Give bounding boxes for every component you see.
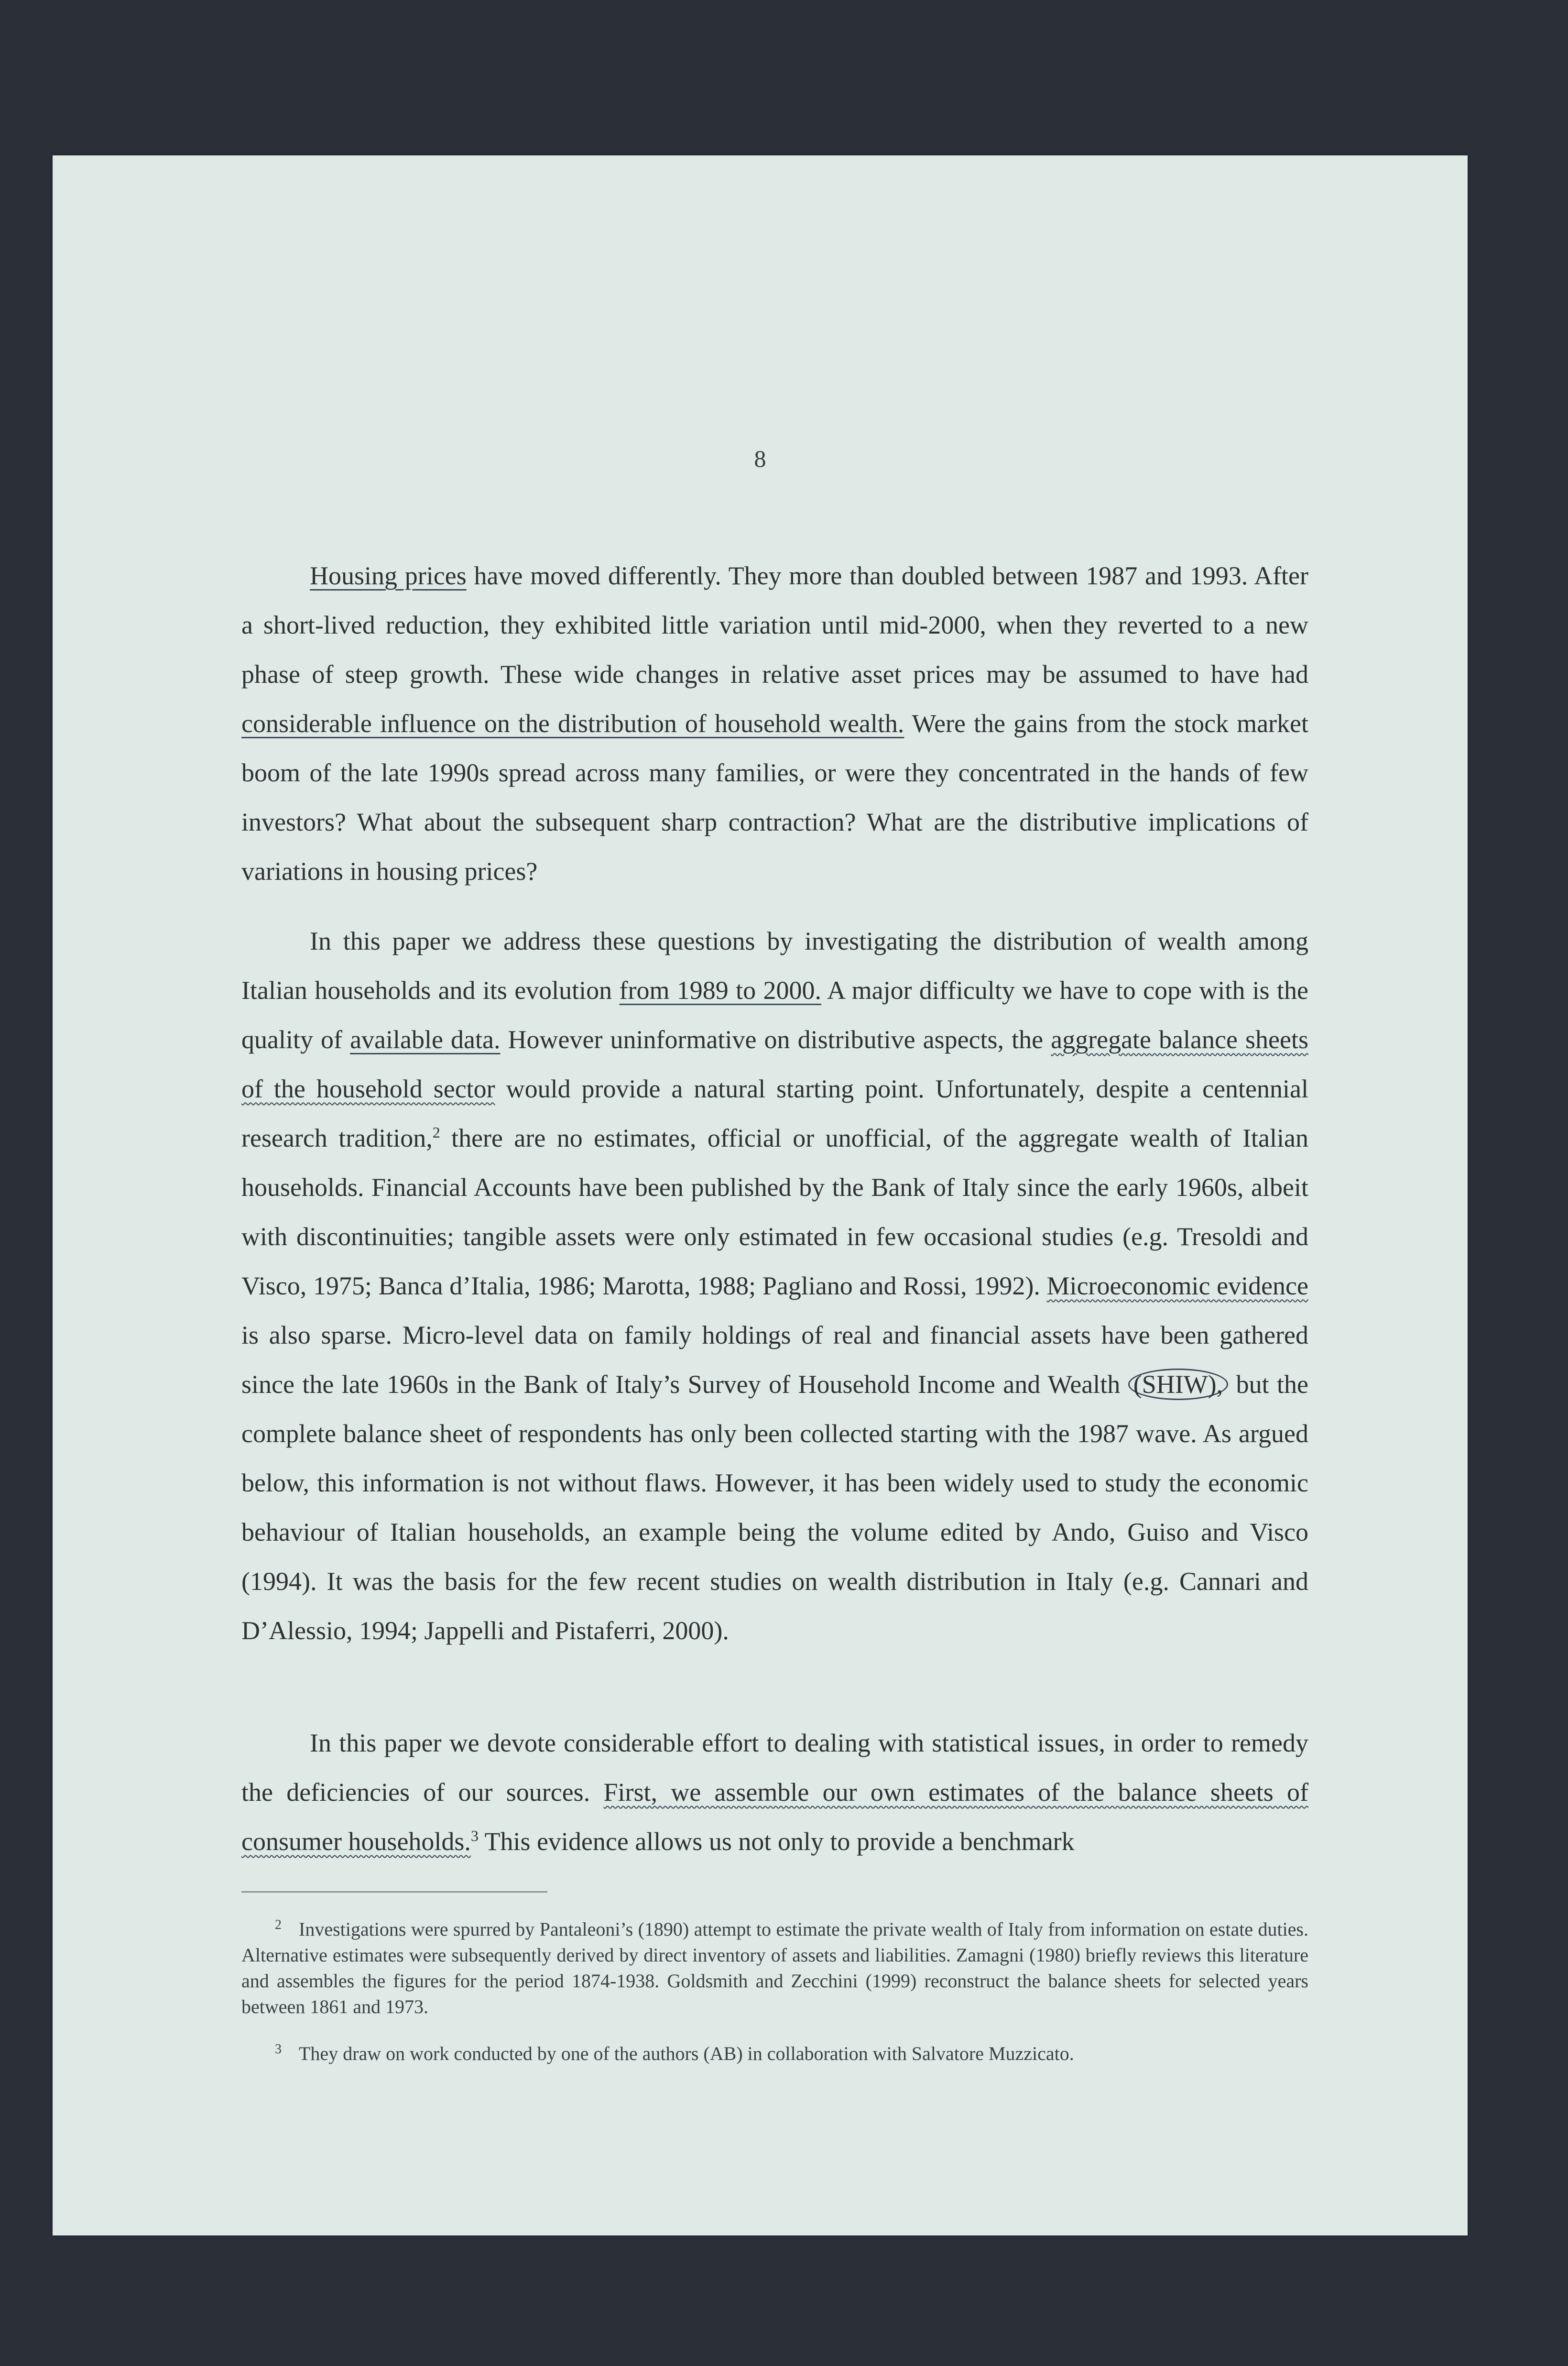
handwritten-underline: Housing prices — [310, 561, 467, 590]
paragraph-text: but the complete balance sheet of respondents has only been collected starting with the 1987 wave. As argued below, this information is not without flaws. However, it has been widely used to study the economic behaviour of Italian households, an example being the volume edited by Ando, Guiso and Visco (1994). It was the basis for the few recent studies on wealth distribution in Italy (e.g. Cannari and D’Alessio, 1994; Jappelli and Pistaferri, 2000). — [241, 1370, 1308, 1645]
paragraph-text: In this paper we devote considerable effort to dealing with statistical issues, in order to remedy the deficiencies of our sources. — [241, 1729, 1308, 1807]
paragraph-2 — [241, 917, 1308, 1655]
footnote-3 — [241, 2041, 1308, 2067]
paragraph-text: there are no estimates, official or unofficial, of the aggregate wealth of Italian households. Financial Accounts have been published by the Bank of Italy since the early 1960s, albeit with discontinuities; tangible assets were only estimated in few occasional studies (e.g. Tresoldi and Visco, 1975; Banca d’Italia, 1986; Marotta, 1988; Pagliano and Rossi, 1992). — [241, 1124, 1308, 1300]
handwritten-underline: considerable influence on the distribution of household wealth. — [241, 709, 904, 738]
footnote-ref-3: 3 — [470, 1827, 479, 1844]
paragraph-3 — [241, 1719, 1308, 1866]
paragraph-text: Were the gains from the stock market boom of the late 1990s spread across many families, or were they concentrated in the hands of few investors? What about the subsequent sharp contraction? What are the distributive implications of variations in housing prices? — [241, 709, 1309, 886]
handwritten-circle: (SHIW), — [1128, 1369, 1228, 1400]
paragraph-text: However uninformative on distributive aspects, the — [500, 1025, 1051, 1054]
footnote-2 — [241, 1917, 1308, 2020]
page-number: 8 — [754, 445, 766, 472]
handwritten-underline: available data. — [350, 1025, 501, 1054]
footnote-text: They draw on work conducted by one of the authors (AB) in collaboration with Salvatore Muzzicato. — [299, 2043, 1074, 2064]
paragraph-text: is also sparse. Micro-level data on family holdings of real and financial assets have been gathered since the late 1960s in the Bank of Italy’s Survey of Household Income and Wealth — [241, 1321, 1308, 1399]
handwritten-wavy-underline: Microeconomic evidence — [1046, 1271, 1308, 1300]
footnote-mark: 3 — [275, 2041, 282, 2057]
footnote-ref-2: 2 — [432, 1124, 440, 1141]
paragraph-text: In this paper we address these questions by investigating the distribution of wealth among Italian households and its evolution — [241, 927, 1308, 1005]
footnote-text: Investigations were spurred by Pantaleoni’s (1890) attempt to estimate the private wealth of Italy from information on estate duties. Alternative estimates were subsequently derived by direct inventory of assets and liabilities. Zamagni (1980) briefly reviews this literature and assembles the figures for the period 1874-1938. Goldsmith and Zecchini (1999) reconstruct the balance sheets for selected years between 1861 and 1973. — [241, 1918, 1308, 2017]
handwritten-wavy-underline: First, we assemble our own estimates of the balance sheets of consumer households. — [241, 1778, 1308, 1856]
footnote-separator — [241, 1891, 547, 1893]
footnote-mark: 2 — [275, 1917, 282, 1932]
paragraph-text: would provide a natural starting point. Unfortunately, despite a centennial research tradition, — [241, 1074, 1309, 1152]
paragraph-text: This evidence allows us not only to provide a benchmark — [478, 1827, 1075, 1856]
paragraph-text: have moved differently. They more than doubled between 1987 and 1993. After a short-lived reduction, they exhibited little variation until mid-2000, when they reverted to a new phase of steep growth. These wide changes in relative asset prices may be assumed to have had — [241, 561, 1309, 689]
handwritten-wavy-underline: aggregate balance sheets of the household sector — [241, 1025, 1308, 1103]
handwritten-underline: from 1989 to 2000. — [619, 976, 821, 1005]
document-page — [53, 155, 1468, 2235]
paragraph-1 — [241, 551, 1308, 896]
paragraph-text: A major difficulty we have to cope with is the quality of — [241, 976, 1308, 1054]
